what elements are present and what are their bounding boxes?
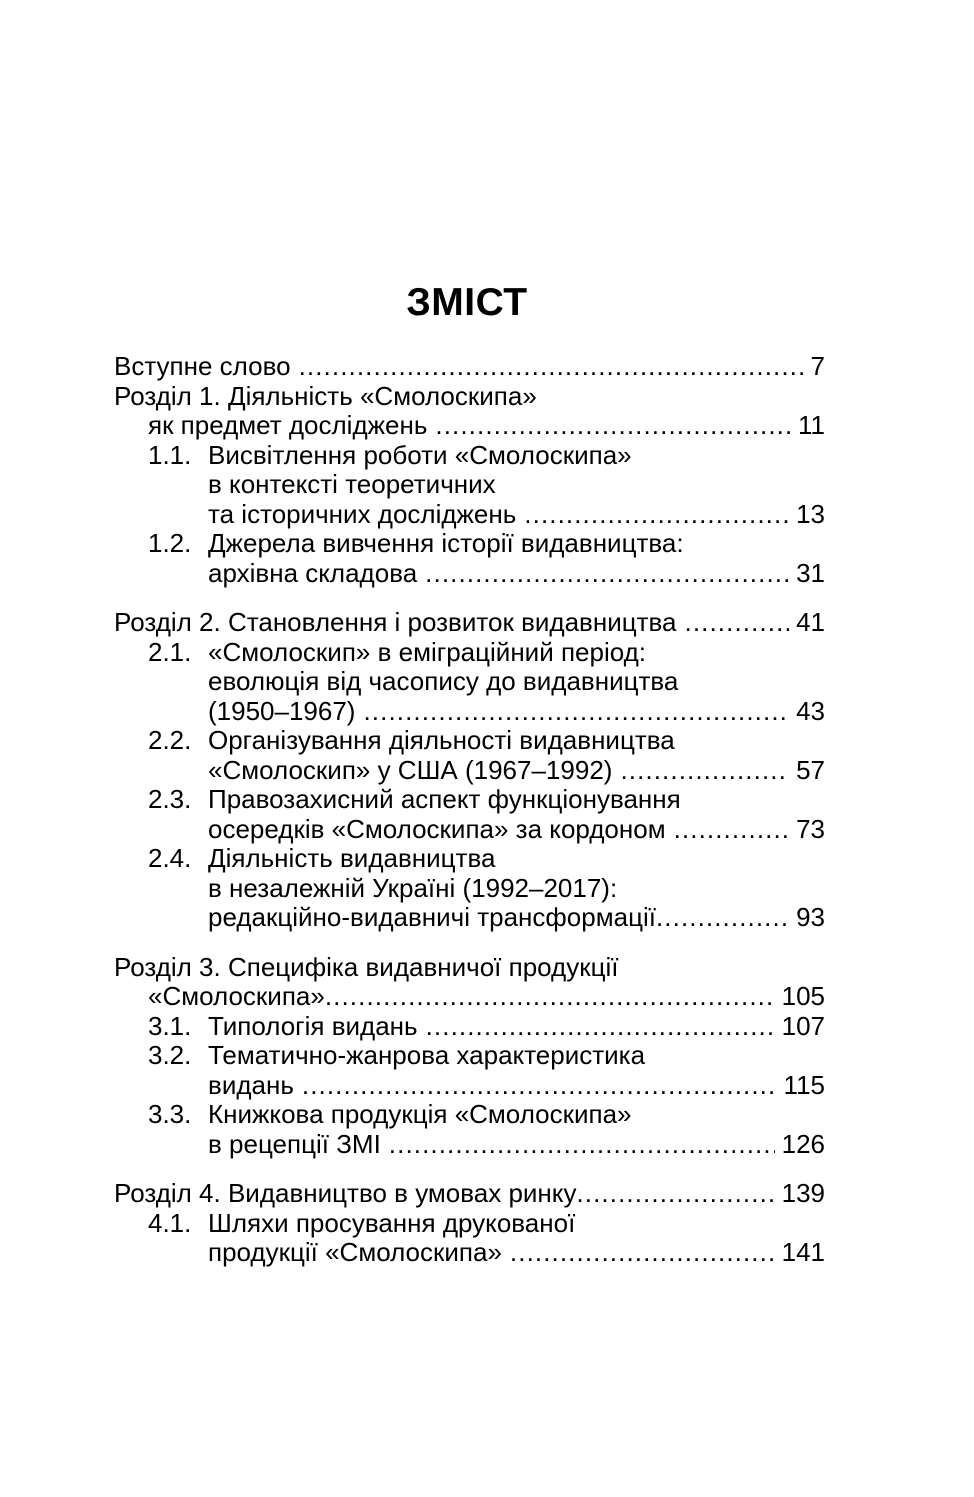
- toc-entry-label: Тематично-жанрова характеристика: [208, 1040, 646, 1070]
- toc-section-line[interactable]: [114, 529, 825, 559]
- toc-section-line[interactable]: [114, 874, 825, 904]
- toc-section-line[interactable]: [114, 667, 825, 697]
- block-spacer: [114, 588, 825, 608]
- toc-page-number: 57: [796, 754, 825, 785]
- leader-dots: [510, 1238, 775, 1268]
- toc-section-number: 1.2.: [148, 528, 192, 558]
- toc-page-number: 73: [796, 813, 825, 844]
- toc-section-line[interactable]: [114, 1209, 825, 1239]
- toc-entry-label: «Смолоскипа»: [148, 981, 325, 1011]
- toc-entry-label: Вступне слово: [114, 351, 291, 381]
- toc-entry-label: Організування діяльності видавництва: [208, 725, 675, 755]
- toc-chapter-line[interactable]: [114, 953, 825, 983]
- toc-page-number: 41: [796, 607, 825, 637]
- toc-page-number: 11: [798, 410, 825, 440]
- toc-page-number: 139: [781, 1178, 825, 1208]
- toc-entry-label: в незалежній Україні (1992–2017):: [208, 872, 618, 903]
- toc-entry-label: Правозахисний аспект функціонування: [208, 784, 681, 814]
- toc-entry-label: Типологія видань: [208, 1010, 418, 1041]
- leader-dots: [325, 982, 775, 1012]
- toc-page-number: 7: [810, 351, 825, 381]
- toc-entry-label: як предмет досліджень: [148, 410, 428, 440]
- toc-section-number: 2.1.: [148, 636, 192, 667]
- toc-section-line[interactable]: [114, 1100, 825, 1130]
- toc-entry-label: (1950–1967): [208, 695, 356, 726]
- toc-section-line[interactable]: [114, 500, 825, 530]
- toc-section-number: 2.3.: [148, 784, 192, 814]
- toc-entry-label: Розділ 2. Становлення і розвиток видавництва: [114, 607, 677, 637]
- toc-page-number: 107: [781, 1010, 825, 1041]
- toc-entry-label: Діяльність видавництва: [208, 843, 496, 873]
- toc-page-number: 13: [796, 498, 825, 529]
- toc-entry-label: продукції «Смолоскипа»: [208, 1237, 502, 1267]
- toc-section-line[interactable]: [114, 726, 825, 756]
- toc-section-line[interactable]: [114, 903, 825, 933]
- leader-dots: [363, 697, 789, 727]
- leader-dots: [425, 559, 789, 589]
- toc-section-number: 2.2.: [148, 725, 192, 755]
- leader-dots: [299, 352, 804, 382]
- toc-section-line[interactable]: [114, 441, 825, 471]
- toc-section-line[interactable]: [114, 815, 825, 845]
- leader-dots: [685, 608, 790, 638]
- leader-dots: [302, 1071, 777, 1101]
- toc-chapter-line[interactable]: [114, 608, 825, 638]
- toc-entry-label: Книжкова продукція «Смолоскипа»: [208, 1099, 632, 1129]
- toc-entry-label: Джерела вивчення історії видавництва:: [208, 528, 684, 558]
- toc-section-line[interactable]: [114, 1012, 825, 1042]
- leader-dots: [524, 500, 789, 530]
- toc-entry-label: Розділ 1. Діяльність «Смолоскипа»: [114, 380, 537, 411]
- block-spacer: [114, 933, 825, 953]
- toc-section-number: 2.4.: [148, 843, 192, 873]
- toc-entry-label: Розділ 4. Видавництво в умовах ринку: [114, 1178, 577, 1208]
- leader-dots: [389, 1130, 775, 1160]
- toc-entry-label: редакційно-видавничі трансформації: [208, 902, 656, 932]
- toc-section-line[interactable]: [114, 1130, 825, 1160]
- toc-entry-label: в рецепції ЗМІ: [208, 1128, 381, 1159]
- toc-page-number: 126: [781, 1128, 825, 1159]
- toc-page-number: 93: [796, 902, 825, 932]
- toc-entry-label: видань: [208, 1069, 294, 1100]
- toc-section-number: 3.2.: [148, 1040, 192, 1070]
- leader-dots: [426, 1012, 775, 1042]
- leader-dots: [674, 815, 789, 845]
- toc-section-line[interactable]: [114, 756, 825, 786]
- leader-dots: [576, 1179, 774, 1209]
- toc-section-line[interactable]: [114, 559, 825, 589]
- toc-section-line[interactable]: [114, 844, 825, 874]
- toc-section-number: 3.3.: [148, 1099, 192, 1129]
- toc-section-line[interactable]: [114, 1238, 825, 1268]
- toc-page-number: 105: [781, 981, 825, 1011]
- toc-section-line[interactable]: [114, 470, 825, 500]
- toc-chapter-line[interactable]: [114, 411, 825, 441]
- toc-section-number: 3.1.: [148, 1010, 192, 1041]
- page-title: ЗМІСТ: [406, 281, 528, 324]
- toc-chapter-line[interactable]: [114, 1179, 825, 1209]
- toc-entry-label: еволюція від часопису до видавництва: [208, 666, 679, 696]
- toc-page-number: 141: [781, 1237, 825, 1267]
- toc-chapter-line[interactable]: [114, 382, 825, 412]
- toc-section-line[interactable]: [114, 1071, 825, 1101]
- toc-entry-label: в контексті теоретичних: [208, 469, 496, 499]
- toc-chapter-line[interactable]: [114, 352, 825, 382]
- toc-page-number: 43: [796, 695, 825, 726]
- toc-entry-label: осередків «Смолоскипа» за кордоном: [208, 813, 666, 844]
- toc-page-number: 31: [796, 557, 825, 588]
- leader-dots: [620, 756, 789, 786]
- toc-page-number: 115: [783, 1069, 825, 1100]
- toc-entry-label: «Смолоскип» у США (1967–1992): [208, 754, 613, 785]
- toc-chapter-line[interactable]: [114, 982, 825, 1012]
- leader-dots: [435, 411, 791, 441]
- toc-entry-label: та історичних досліджень: [208, 498, 517, 529]
- toc-entry-label: Шляхи просування друкованої: [208, 1207, 576, 1238]
- toc-section-line[interactable]: [114, 697, 825, 727]
- toc-entry-label: Висвітлення роботи «Смолоскипа»: [208, 439, 632, 470]
- toc-section-number: 1.1.: [148, 439, 192, 470]
- toc-list: [114, 352, 825, 1268]
- toc-section-line[interactable]: [114, 638, 825, 668]
- toc-entry-label: архівна складова: [208, 557, 418, 588]
- leader-dots: [656, 903, 789, 933]
- block-spacer: [114, 1159, 825, 1179]
- toc-entry-label: Розділ 3. Специфіка видавничої продукції: [114, 951, 619, 982]
- toc-section-line[interactable]: [114, 785, 825, 815]
- toc-entry-label: «Смолоскип» в еміграційний період:: [208, 636, 647, 667]
- toc-section-line[interactable]: [114, 1041, 825, 1071]
- toc-section-number: 4.1.: [148, 1207, 192, 1238]
